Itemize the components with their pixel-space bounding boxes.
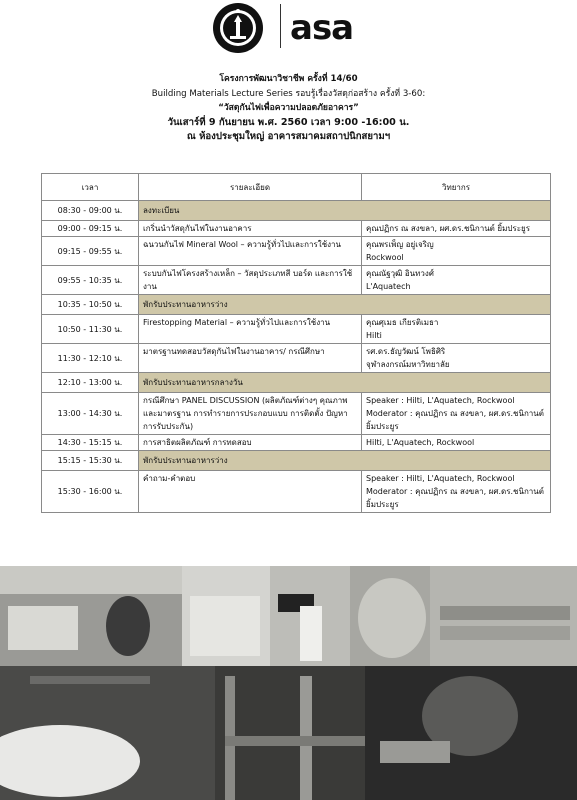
table-row (42, 344, 551, 373)
row-time: 09:00 - 09:15 น. (42, 221, 139, 237)
row-detail: Firestopping Material – ความรู้ทั่วไปและการใช้งาน (139, 315, 362, 344)
topic-title: “วัสดุกันไฟเพื่อความปลอดภัยอาคาร” (218, 103, 359, 113)
row-speaker: Speaker : Hilti, L'Aquatech, Rockwool Moderator : คุณปฏิกร ณ สงขลา, ผศ.ดร.ชนิกานต์ ยิ้มประยูร (362, 471, 551, 513)
row-time: 10:35 - 10:50 น. (42, 295, 139, 315)
header (0, 0, 577, 60)
row-break-label: พักรับประทานอาหารกลางวัน (139, 373, 551, 393)
event-venue: ณ ห้องประชุมใหญ่ อาคารสมาคมสถาปนิกสยามฯ (186, 131, 391, 142)
steel-structure-photo (215, 666, 365, 800)
table-row (42, 435, 551, 451)
row-time: 14:30 - 15:15 น. (42, 435, 139, 451)
row-speaker: Hilti, L'Aquatech, Rockwool (362, 435, 551, 451)
row-time: 15:30 - 16:00 น. (42, 471, 139, 513)
event-titles (0, 72, 577, 145)
row-speaker: Speaker : Hilti, L'Aquatech, Rockwool Moderator : คุณปฏิกร ณ สงขลา, ผศ.ดร.ชนิกานต์ ยิ้มประยูร (362, 393, 551, 435)
table-row (42, 237, 551, 266)
row-detail: กรณีศึกษา PANEL DISCUSSION (ผลิตภัณฑ์ต่างๆ คุณภาพ และมาตรฐาน การทำรายการประกอบแบบ การติดตั้ง ปัญหา การรับประกัน) (139, 393, 362, 435)
asa-logo: asa (290, 8, 354, 48)
project-title: โครงการพัฒนาวิชาชีพ ครั้งที่ 14/60 (219, 74, 358, 84)
schedule-body (42, 201, 551, 513)
row-detail: ฉนวนกันไฟ Mineral Wool – ความรู้ทั่วไปและการใช้งาน (139, 237, 362, 266)
university-seal-icon (212, 2, 264, 54)
header-time: เวลา (42, 174, 139, 201)
row-time: 12:10 - 13:00 น. (42, 373, 139, 393)
table-row (42, 201, 551, 221)
row-speaker: คุณศุเมธ เกียรติเมธา Hilti (362, 315, 551, 344)
header-speaker: วิทยากร (362, 174, 551, 201)
row-speaker: คุณพรเพ็ญ อยู่เจริญ Rockwool (362, 237, 551, 266)
row-break-label: พักรับประทานอาหารว่าง (139, 295, 551, 315)
schedule-table (41, 173, 551, 513)
row-time: 08:30 - 09:00 น. (42, 201, 139, 221)
row-detail: เกริ่นนำวัสดุกันไฟในงานอาคาร (139, 221, 362, 237)
table-row (42, 266, 551, 295)
row-speaker: รศ.ดร.ธัญวัฒน์ โพธิศิริ จุฬาลงกรณ์มหาวิทยาลัย (362, 344, 551, 373)
header-detail: รายละเอียด (139, 174, 362, 201)
table-row (42, 471, 551, 513)
row-time: 10:50 - 11:30 น. (42, 315, 139, 344)
event-date: วันเสาร์ที่ 9 กันยายน พ.ศ. 2560 เวลา 9:00 -16:00 น. (167, 116, 410, 128)
table-row (42, 295, 551, 315)
logo-divider (280, 4, 281, 48)
table-header-row (42, 174, 551, 201)
series-title: Building Materials Lecture Series รอบรู้เรื่องวัสดุก่อสร้าง ครั้งที่ 3-60: (151, 88, 426, 99)
row-time: 11:30 - 12:10 น. (42, 344, 139, 373)
row-speaker: คุณปฏิกร ณ สงขลา, ผศ.ดร.ชนิกานต์ ยิ้มประยูร (362, 221, 551, 237)
table-row (42, 393, 551, 435)
row-speaker: คุณณัฐวุฒิ อินทวงศ์ L'Aquatech (362, 266, 551, 295)
row-detail: คำถาม-คำตอบ (139, 471, 362, 513)
table-row (42, 315, 551, 344)
row-time: 09:15 - 09:55 น. (42, 237, 139, 266)
row-detail: ระบบกันไฟโครงสร้างเหล็ก – วัสดุประเภทสี บอร์ด และการใช้งาน (139, 266, 362, 295)
row-time: 09:55 - 10:35 น. (42, 266, 139, 295)
row-detail: การสาธิตผลิตภัณฑ์ การทดสอบ (139, 435, 362, 451)
row-detail: มาตรฐานทดสอบวัสดุกันไฟในงานอาคาร/ กรณีศึกษา (139, 344, 362, 373)
row-break-label: ลงทะเบียน (139, 201, 551, 221)
table-row (42, 451, 551, 471)
row-time: 13:00 - 14:30 น. (42, 393, 139, 435)
row-break-label: พักรับประทานอาหารว่าง (139, 451, 551, 471)
photo-collage (0, 566, 577, 800)
row-time: 15:15 - 15:30 น. (42, 451, 139, 471)
table-row (42, 373, 551, 393)
table-row (42, 221, 551, 237)
